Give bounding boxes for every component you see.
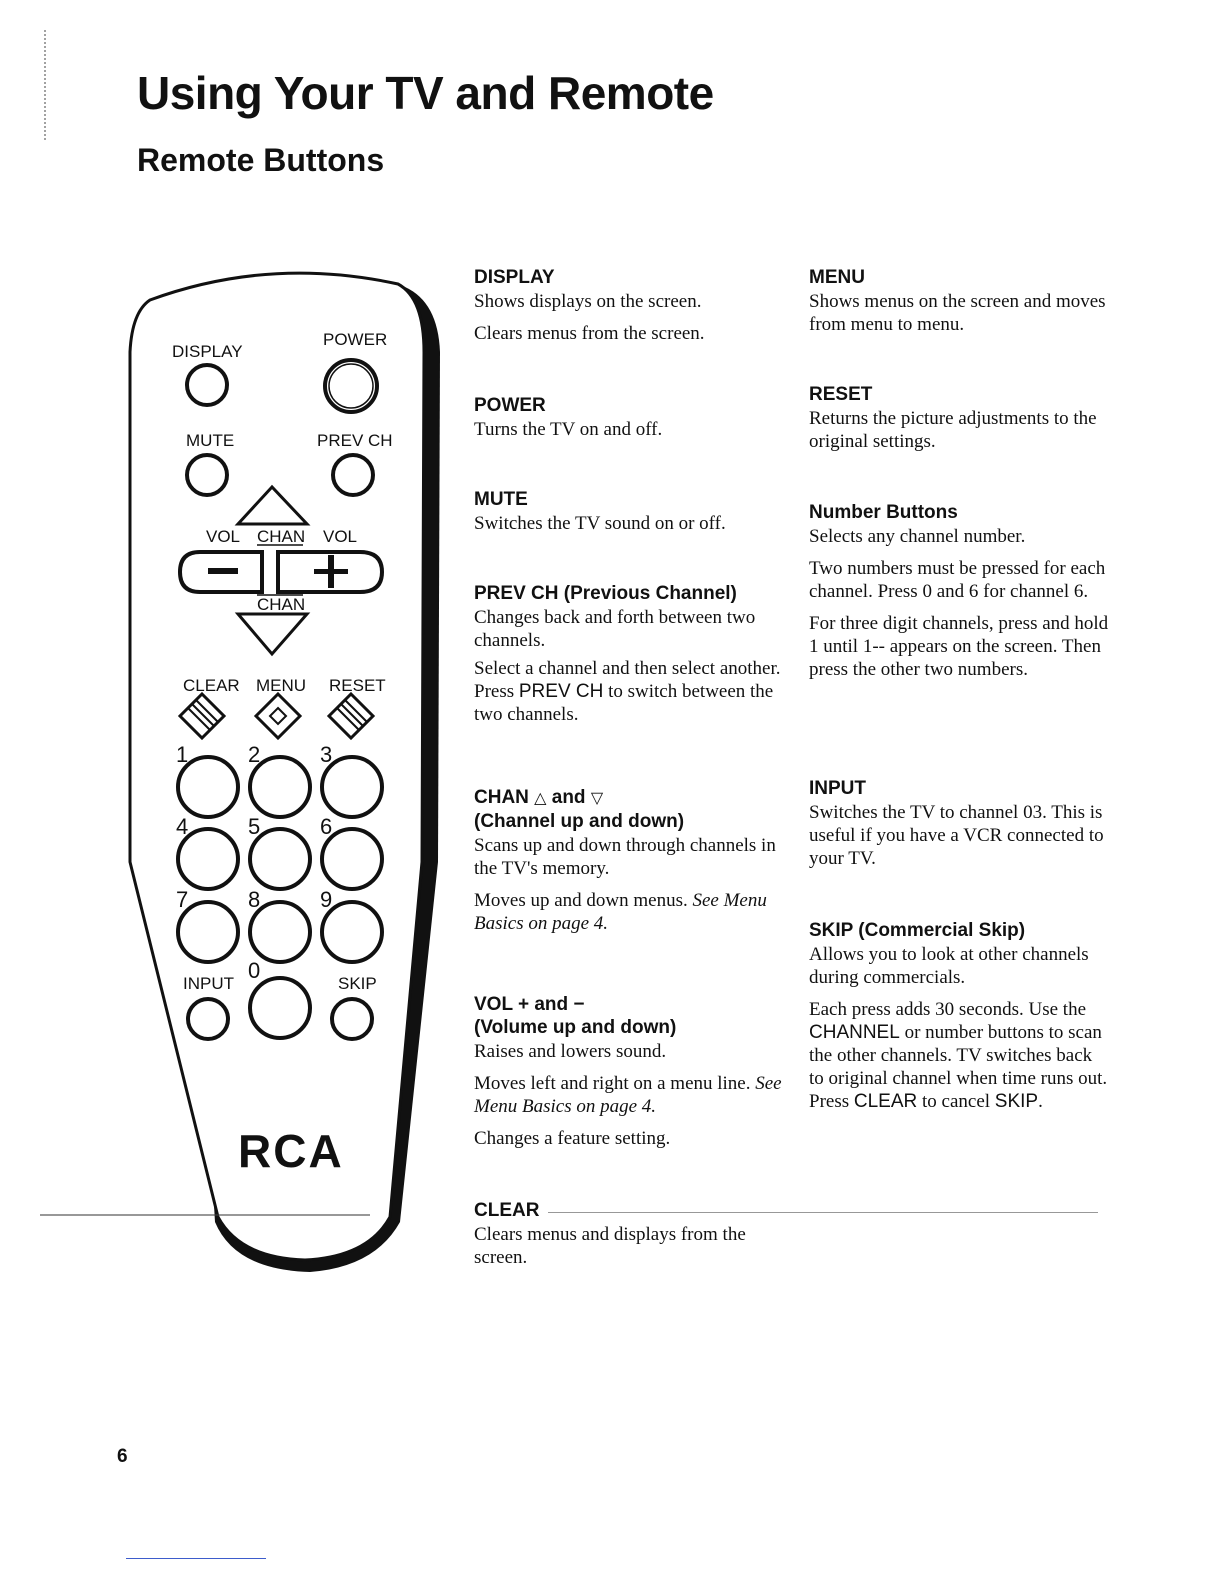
section-mute xyxy=(474,488,784,535)
section-text: Moves left and right on a menu line. See Menu Basics on page 4. xyxy=(474,1073,782,1117)
section-text: Changes a feature setting. xyxy=(474,1128,671,1149)
number-label-5: 5 xyxy=(248,814,261,839)
page-number: 6 xyxy=(117,1446,128,1467)
number-label-4: 4 xyxy=(176,814,189,839)
section-text: Each press adds 30 seconds. Use the CHANNEL or number buttons to scan the other channels. TV switches back to original channel when time runs out. Press CLEAR to cancel SKIP. xyxy=(809,999,1108,1112)
remote-logo: RCA xyxy=(238,1125,344,1177)
number-label-0: 0 xyxy=(248,958,261,983)
section-input xyxy=(809,777,1109,870)
section-text: Select a channel and then select another. Press PREV CH to switch between the two channels. xyxy=(474,658,781,725)
remote-label-input: INPUT xyxy=(183,974,234,993)
section-menu xyxy=(809,266,1109,336)
section-vol xyxy=(474,993,784,1150)
section-chan xyxy=(474,786,784,935)
section-heading: MUTE xyxy=(474,489,528,510)
section-text: Shows displays on the screen. xyxy=(474,291,702,312)
section-display xyxy=(474,266,784,345)
remote-label-vol-left: VOL xyxy=(206,527,241,546)
remote-label-prev-ch: PREV CH xyxy=(317,431,393,450)
section-text: Returns the picture adjustments to the original settings. xyxy=(809,408,1097,452)
section-heading: POWER xyxy=(474,395,546,416)
section-text: Scans up and down through channels in the TV's memory. xyxy=(474,835,776,879)
remote-label-clear: CLEAR xyxy=(183,676,240,695)
section-text: Switches the TV to channel 03. This is useful if you have a VCR connected to your TV. xyxy=(809,802,1104,869)
section-text: Moves up and down menus. See Menu Basics on page 4. xyxy=(474,890,767,934)
section-heading: CLEAR xyxy=(474,1200,540,1221)
section-heading: RESET xyxy=(809,384,873,405)
remote-label-chan-bottom: CHAN xyxy=(257,595,306,614)
remote-label-mute: MUTE xyxy=(186,431,235,450)
remote-label-display: DISPLAY xyxy=(172,342,243,361)
number-label-8: 8 xyxy=(248,887,261,912)
remote-label-vol-right: VOL xyxy=(323,527,358,546)
scan-margin-dots xyxy=(44,30,48,140)
remote-illustration xyxy=(120,262,450,1277)
section-skip xyxy=(809,919,1109,1113)
section-text: Raises and lowers sound. xyxy=(474,1041,667,1062)
section-text: Clears menus and displays from the screen. xyxy=(474,1224,746,1268)
section-reset xyxy=(809,383,1109,453)
remote-label-menu: MENU xyxy=(256,676,307,695)
page-subtitle: Remote Buttons xyxy=(137,142,385,178)
remote-label-skip: SKIP xyxy=(338,974,377,993)
section-text: Selects any channel number. xyxy=(809,526,1026,547)
page-title: Using Your TV and Remote xyxy=(137,67,714,119)
section-heading: PREV CH (Previous Channel) xyxy=(474,583,737,604)
remote-label-power: POWER xyxy=(323,330,388,349)
footer-rule xyxy=(126,1558,266,1559)
number-label-6: 6 xyxy=(320,814,333,839)
number-label-2: 2 xyxy=(248,742,261,767)
section-prev-ch xyxy=(474,582,784,726)
section-heading: MENU xyxy=(809,267,865,288)
number-label-1: 1 xyxy=(176,742,189,767)
section-heading: DISPLAY xyxy=(474,267,555,288)
section-text: Two numbers must be pressed for each channel. Press 0 and 6 for channel 6. xyxy=(809,558,1106,602)
remote-body xyxy=(130,273,424,1260)
section-number-buttons xyxy=(809,501,1109,681)
scan-noise-line xyxy=(40,1214,370,1216)
remote-label-chan-top: CHAN xyxy=(257,527,306,546)
section-heading: INPUT xyxy=(809,778,866,799)
number-label-3: 3 xyxy=(320,742,333,767)
section-heading-sub: (Volume up and down) xyxy=(474,1017,677,1038)
section-heading: VOL + and − xyxy=(474,994,585,1015)
section-heading: SKIP (Commercial Skip) xyxy=(809,920,1026,941)
section-heading: Number Buttons xyxy=(809,502,958,523)
section-text: Changes back and forth between two channels. xyxy=(474,607,756,651)
section-heading: CHAN △ and ▽ xyxy=(474,787,604,808)
section-text: For three digit channels, press and hold 1 until 1-- appears on the screen. Then press the other two numbers. xyxy=(809,613,1109,680)
section-text: Turns the TV on and off. xyxy=(474,419,663,440)
remote-label-reset: RESET xyxy=(329,676,386,695)
section-heading-sub: (Channel up and down) xyxy=(474,811,685,832)
section-text: Clears menus from the screen. xyxy=(474,323,705,344)
section-clear xyxy=(474,1199,784,1269)
section-text: Allows you to look at other channels during commercials. xyxy=(809,944,1089,988)
section-text: Shows menus on the screen and moves from menu to menu. xyxy=(809,291,1106,335)
section-text: Switches the TV sound on or off. xyxy=(474,513,726,534)
section-power xyxy=(474,394,784,441)
number-label-7: 7 xyxy=(176,887,189,912)
number-label-9: 9 xyxy=(320,887,333,912)
